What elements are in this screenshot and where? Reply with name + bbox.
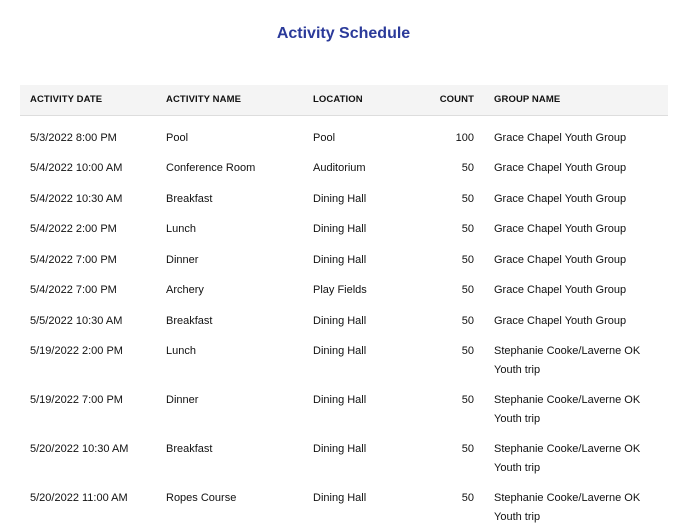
cell-group-name: Stephanie Cooke/Laverne OK Youth trip <box>494 345 641 376</box>
cell-activity-date: 5/4/2022 2:00 PM <box>30 223 117 235</box>
cell-count: 50 <box>461 443 474 455</box>
cell-location: Dining Hall <box>313 345 367 357</box>
table-row <box>20 153 668 184</box>
cell-location: Dining Hall <box>313 223 367 235</box>
table-row <box>20 385 668 434</box>
table-row <box>20 184 668 215</box>
cell-activity-name: Breakfast <box>166 443 213 455</box>
cell-activity-date: 5/3/2022 8:00 PM <box>30 131 117 144</box>
cell-location: Dining Hall <box>313 314 367 327</box>
cell-group-name: Grace Chapel Youth Group <box>494 284 627 296</box>
cell-activity-name: Conference Room <box>166 162 256 174</box>
cell-group-name: Stephanie Cooke/Laverne OK Youth trip <box>494 443 641 474</box>
cell-group-name: Grace Chapel Youth Group <box>494 314 627 327</box>
cell-location: Dining Hall <box>313 192 367 205</box>
cell-location: Dining Hall <box>313 394 367 406</box>
table-row <box>20 115 668 153</box>
cell-location: Pool <box>313 131 336 144</box>
cell-count: 50 <box>461 492 474 504</box>
cell-count: 50 <box>461 345 474 357</box>
cell-group-name: Grace Chapel Youth Group <box>494 131 627 144</box>
cell-group-name: Grace Chapel Youth Group <box>494 162 627 174</box>
cell-activity-date: 5/19/2022 2:00 PM <box>30 345 123 357</box>
table-row <box>20 275 668 306</box>
cell-activity-date: 5/5/2022 10:30 AM <box>30 314 123 327</box>
header-group-name[interactable]: GROUP NAME <box>484 85 668 115</box>
cell-location: Dining Hall <box>313 492 367 504</box>
cell-count: 50 <box>461 162 474 174</box>
table-body <box>20 115 668 532</box>
cell-activity-name: Breakfast <box>166 314 213 327</box>
cell-group-name: Grace Chapel Youth Group <box>494 192 627 205</box>
header-activity-name[interactable]: ACTIVITY NAME <box>156 85 303 115</box>
cell-activity-date: 5/20/2022 11:00 AM <box>30 492 128 504</box>
cell-activity-name: Pool <box>166 131 189 144</box>
cell-activity-date: 5/4/2022 7:00 PM <box>30 284 117 296</box>
cell-activity-date: 5/20/2022 10:30 AM <box>30 443 129 455</box>
table-row <box>20 214 668 245</box>
cell-activity-name: Ropes Course <box>166 492 237 504</box>
cell-activity-name: Dinner <box>166 394 199 406</box>
cell-activity-name: Lunch <box>166 223 196 235</box>
cell-group-name: Grace Chapel Youth Group <box>494 253 627 266</box>
cell-activity-date: 5/19/2022 7:00 PM <box>30 394 123 406</box>
cell-activity-name: Breakfast <box>166 192 213 205</box>
cell-group-name: Stephanie Cooke/Laverne OK Youth trip <box>494 492 641 523</box>
cell-count: 50 <box>461 394 474 406</box>
header-location[interactable]: LOCATION <box>303 85 404 115</box>
activity-table <box>20 85 668 532</box>
cell-location: Play Fields <box>313 284 367 296</box>
cell-location: Dining Hall <box>313 443 367 455</box>
cell-location: Auditorium <box>313 162 366 174</box>
table-row <box>20 434 668 483</box>
cell-count: 50 <box>461 314 474 327</box>
page-title: Activity Schedule <box>276 25 411 42</box>
cell-activity-date: 5/4/2022 7:00 PM <box>30 253 117 266</box>
cell-activity-name: Archery <box>166 284 204 296</box>
cell-group-name: Stephanie Cooke/Laverne OK Youth trip <box>494 394 641 425</box>
header-row <box>20 85 668 115</box>
cell-count: 50 <box>461 253 474 266</box>
header-count[interactable]: COUNT <box>404 85 484 115</box>
table-row <box>20 245 668 276</box>
table-row <box>20 336 668 385</box>
cell-activity-name: Dinner <box>166 253 199 266</box>
cell-count: 50 <box>461 192 474 205</box>
cell-location: Dining Hall <box>313 253 367 266</box>
cell-activity-name: Lunch <box>166 345 196 357</box>
cell-count: 50 <box>461 284 474 296</box>
table-header <box>20 85 668 115</box>
header-activity-date[interactable]: ACTIVITY DATE <box>20 85 156 115</box>
cell-count: 50 <box>461 223 474 235</box>
table-row <box>20 306 668 337</box>
cell-activity-date: 5/4/2022 10:30 AM <box>30 192 123 205</box>
cell-group-name: Grace Chapel Youth Group <box>494 223 627 235</box>
cell-count: 100 <box>455 131 474 144</box>
cell-activity-date: 5/4/2022 10:00 AM <box>30 162 123 174</box>
